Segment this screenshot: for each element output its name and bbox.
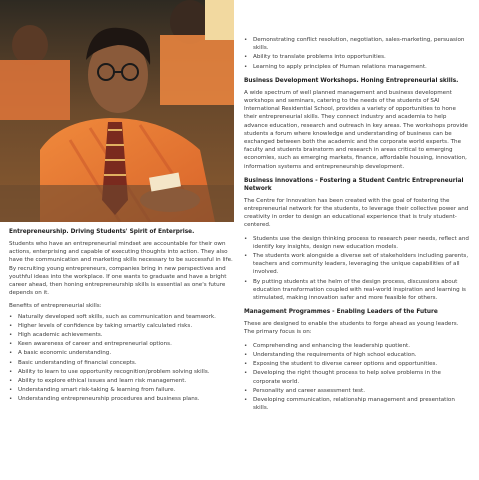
workshops-text: A wide spectrum of well planned management and business development workshops and seminars, catering to the needs of the students of SAI International Residential School, provides a variety of opportunities to hone their entrepreneurial skills. They connect industry and academia to help advance education, research and outreach in key areas. The workshops provide students a forum where knowledge and understanding of business can be exchanged between both the academic and the corporate world experts. The faculty and students brainstorm and research in areas critical to emerging economies, such as emerging markets, finance, affordable housing, innovation, information systems and entrepreneurship development. bbox=[244, 89, 468, 170]
list-item: • Understanding smart risk-taking & learning from failure. bbox=[9, 386, 235, 394]
list-item: • Demonstrating conflict resolution, negotiation, sales-marketing, persuasion skills. bbox=[244, 36, 469, 52]
list-item: • Naturally developed soft skills, such as communication and teamwork. bbox=[9, 313, 235, 321]
list-item: • Developing the right thought process to help solve problems in the corporate world. bbox=[244, 369, 469, 385]
list-item: • Higher levels of confidence by taking smartly calculated risks. bbox=[9, 322, 235, 330]
right-column bbox=[244, 36, 469, 417]
innovations-bullet-list bbox=[244, 235, 469, 303]
left-column bbox=[9, 228, 235, 409]
list-item: • Students use the design thinking process to research peer needs, reflect and identify key insights, design new education models. bbox=[244, 235, 469, 251]
list-item: • Developing communication, relationship management and presentation skills. bbox=[244, 396, 469, 412]
list-item: • Personality and career assessment test. bbox=[244, 387, 469, 395]
benefits-label: Benefits of entrepreneurial skills: bbox=[9, 303, 102, 310]
list-item: • Exposing the student to diverse career options and opportunities. bbox=[244, 360, 469, 368]
management-bullet-list bbox=[244, 342, 469, 413]
management-heading: Management Programmes - Enabling Leaders of the Future bbox=[244, 309, 438, 316]
list-item: • Ability to explore ethical issues and learn risk management. bbox=[9, 377, 235, 385]
list-item: • Comprehending and enhancing the leadership quotient. bbox=[244, 342, 469, 350]
list-item: • A basic economic understanding. bbox=[9, 349, 235, 357]
list-item: • Understanding entrepreneurship procedures and business plans. bbox=[9, 395, 235, 403]
innovations-heading: Business innovations - Fostering a Student Centric Entrepreneurial Network bbox=[244, 177, 464, 192]
students-photo bbox=[0, 0, 234, 222]
management-text: These are designed to enable the students to forge ahead as young leaders. The primary focus is on: bbox=[244, 321, 459, 336]
students-photo-illustration bbox=[0, 0, 234, 222]
workshops-heading: Business Development Workshops. Honing Entrepreneurial skills. bbox=[244, 77, 459, 84]
entrepreneurship-intro: Students who have an entrepreneurial mindset are accountable for their own actions, enterprising and capable of executing thoughts into action. They also have the communication and marketing skills necessary to be successful in life. By recruiting young entrepreneurs, companies bring in new perspectives and youthful ideas into the workplace. If one wants to graduate and have a bright career ahead, then honing entrepreneurship skills is essential as one's future depends on it. bbox=[9, 241, 233, 297]
list-item: • By putting students at the helm of the design process, discussions about education transformation coupled with real-world inspiration and learning is stimulated, making innovation safer and more feasible for others. bbox=[244, 278, 469, 303]
top-bullet-list bbox=[244, 36, 469, 71]
list-item: • Learning to apply principles of Human relations management. bbox=[244, 63, 469, 71]
benefits-list bbox=[9, 313, 235, 404]
list-item: • Keen awareness of career and entrepreneurial options. bbox=[9, 340, 235, 348]
list-item: • Ability to learn to use opportunity recognition/problem solving skills. bbox=[9, 368, 235, 376]
entrepreneurship-heading: Entrepreneurship. Driving Students' Spirit of Enterprise. bbox=[9, 229, 195, 235]
list-item: • Understanding the requirements of high school education. bbox=[244, 351, 469, 359]
list-item: • Basic understanding of financial concepts. bbox=[9, 359, 235, 367]
list-item: • High academic achievements. bbox=[9, 331, 235, 339]
innovations-text: The Centre for Innovation has been created with the goal of fostering the entrepreneurial network for the students, to leverage their collective power and creativity in order to design an educational experience that is truly student-centered. bbox=[244, 197, 469, 229]
list-item: • Ability to translate problems into opportunities. bbox=[244, 53, 469, 61]
list-item: • The students work alongside a diverse set of stakeholders including parents, teachers and community leaders, leveraging the unique capabilities of all involved. bbox=[244, 252, 469, 277]
